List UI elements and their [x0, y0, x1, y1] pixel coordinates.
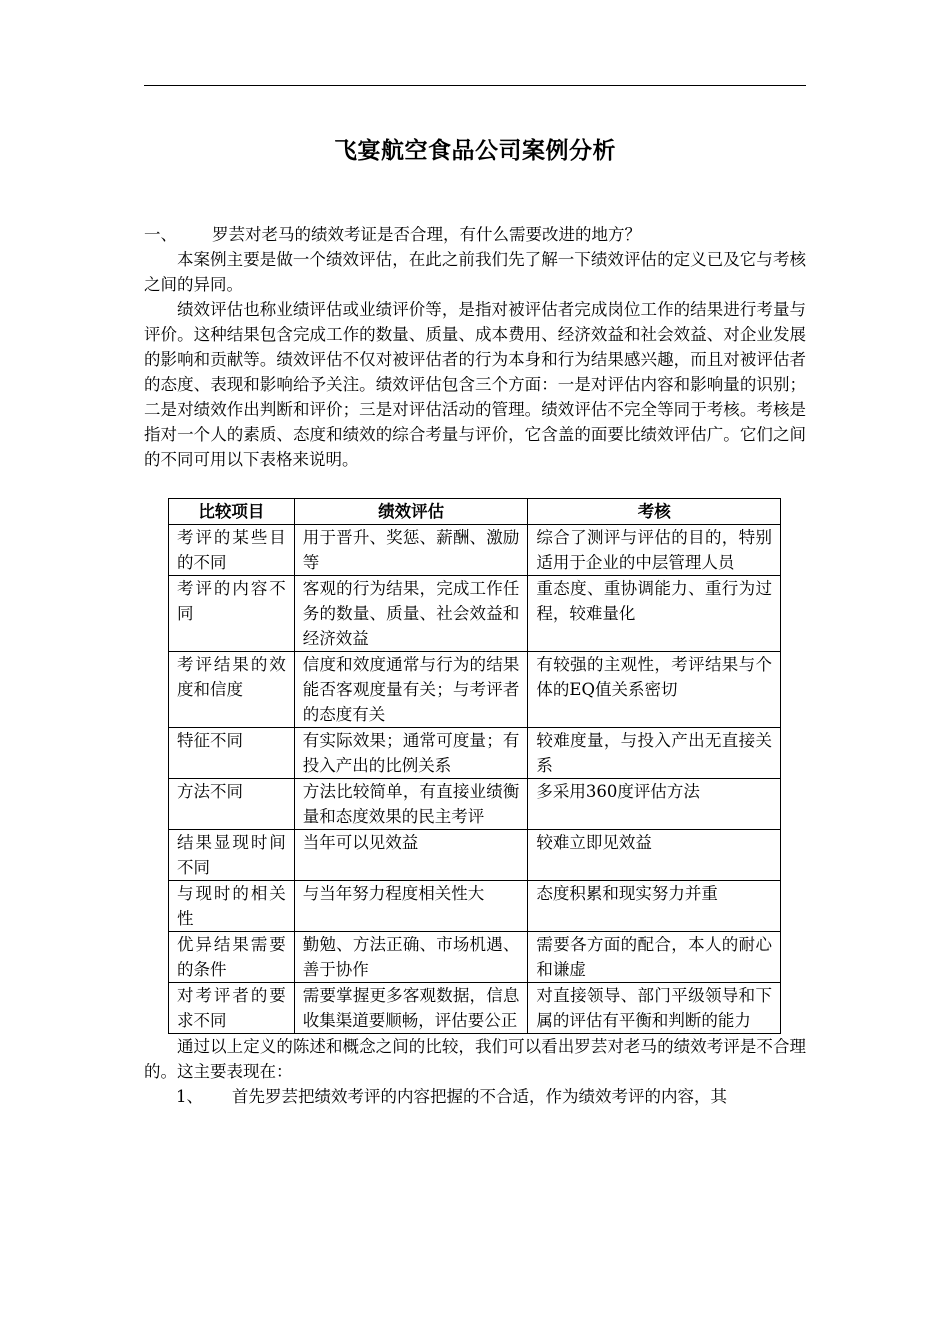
table-cell: 与现时的相关性: [169, 881, 295, 932]
table-row: [169, 779, 781, 830]
table-header-cell: 绩效评估: [294, 499, 528, 525]
table-row: [169, 881, 781, 932]
table-cell: 用于晋升、奖惩、薪酬、激励等: [294, 525, 528, 576]
section-number: 一、: [144, 225, 177, 244]
table-header-row: [169, 499, 781, 525]
comparison-table: [168, 498, 781, 1034]
list-number: 1、: [176, 1087, 203, 1106]
table-cell: 考评的某些目的不同: [169, 525, 295, 576]
table-cell: 综合了测评与评估的目的，特别适用于企业的中层管理人员: [528, 525, 781, 576]
table-header-cell: 比较项目: [169, 499, 295, 525]
table-row: [169, 932, 781, 983]
table-cell: 考评的内容不同: [169, 576, 295, 652]
table-row: [169, 983, 781, 1034]
table-cell: 考评结果的效度和信度: [169, 652, 295, 728]
table-row: [169, 576, 781, 652]
table-cell: 有较强的主观性，考评结果与个体的EQ值关系密切: [528, 652, 781, 728]
header-rule: [144, 85, 806, 86]
paragraph-conclusion: 通过以上定义的陈述和概念之间的比较，我们可以看出罗芸对老马的绩效考评是不合理的。这主要表现在：: [144, 1037, 806, 1081]
table-cell: 需要掌握更多客观数据，信息收集渠道要顺畅，评估要公正: [294, 983, 528, 1034]
table-row: [169, 652, 781, 728]
table-cell: 较难立即见效益: [528, 830, 781, 881]
table-cell: 特征不同: [169, 728, 295, 779]
table-cell: 有实际效果；通常可度量；有投入产出的比例关系: [294, 728, 528, 779]
table-cell: 与当年努力程度相关性大: [294, 881, 528, 932]
table-cell: 对直接领导、部门平级领导和下属的评估有平衡和判断的能力: [528, 983, 781, 1034]
table-cell: 较难度量，与投入产出无直接关系: [528, 728, 781, 779]
document-body: [144, 222, 806, 1109]
table-cell: 方法比较简单，有直接业绩衡量和态度效果的民主考评: [294, 779, 528, 830]
table-cell: 客观的行为结果，完成工作任务的数量、质量、社会效益和经济效益: [294, 576, 528, 652]
section-heading: [144, 222, 806, 247]
section-heading-text: 罗芸对老马的绩效考证是否合理，有什么需要改进的地方？: [212, 225, 641, 244]
table-cell: 对考评者的要求不同: [169, 983, 295, 1034]
table-cell: 态度积累和现实努力并重: [528, 881, 781, 932]
table-cell: 当年可以见效益: [294, 830, 528, 881]
document-title: 飞宴航空食品公司案例分析: [334, 138, 616, 164]
table-row: [169, 525, 781, 576]
list-item-text: 首先罗芸把绩效考评的内容把握的不合适，作为绩效考评的内容，其: [232, 1087, 727, 1106]
paragraph-definition: 绩效评估也称业绩评估或业绩评价等，是指对被评估者完成岗位工作的结果进行考量与评价。这种结果包含完成工作的数量、质量、成本费用、经济效益和社会效益、对企业发展的影响和贡献等。绩效评估不仅对被评估者的行为本身和行为结果感兴趣，而且对被评估者的态度、表现和影响给予关注。绩效评估包含三个方面：一是对评估内容和影响量的识别；二是对绩效作出判断和评价；三是对评估活动的管理。绩效评估不完全等同于考核。考核是指对一个人的素质、态度和绩效的综合考量与评价，它含盖的面要比绩效评估广。它们之间的不同可用以下表格来说明。: [144, 300, 806, 469]
table-cell: 方法不同: [169, 779, 295, 830]
table-cell: 优异结果需要的条件: [169, 932, 295, 983]
table-header-cell: 考核: [528, 499, 781, 525]
table-row: [169, 728, 781, 779]
table-cell: 勤勉、方法正确、市场机遇、善于协作: [294, 932, 528, 983]
table-cell: 多采用360度评估方法: [528, 779, 781, 830]
table-cell: 重态度、重协调能力、重行为过程，较难量化: [528, 576, 781, 652]
table-row: [169, 830, 781, 881]
table-cell: 需要各方面的配合，本人的耐心和谦虚: [528, 932, 781, 983]
paragraph-intro: 本案例主要是做一个绩效评估，在此之前我们先了解一下绩效评估的定义已及它与考核之间的异同。: [144, 250, 806, 294]
list-item: [144, 1084, 806, 1109]
table-cell: 信度和效度通常与行为的结果能否客观度量有关；与考评者的态度有关: [294, 652, 528, 728]
table-cell: 结果显现时间不同: [169, 830, 295, 881]
